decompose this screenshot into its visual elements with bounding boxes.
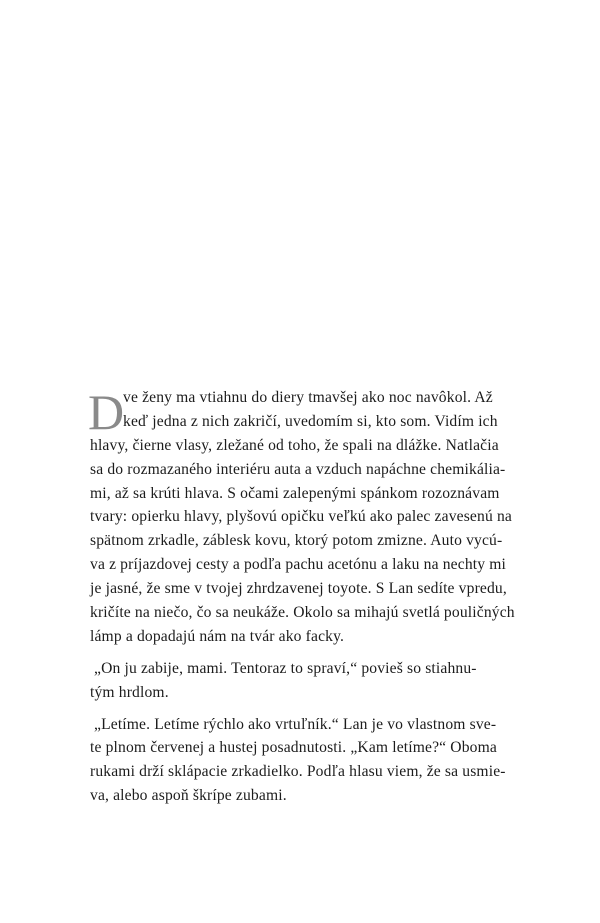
text-line: „On ju zabije, mami. Tentoraz to spraví,“ povieš so stiahnu- [94,659,477,677]
text-line: „Letíme. Letíme rýchlo ako vrtuľník.“ Lan je vo vlastnom sve- [94,715,497,733]
text-line: tým hrdlom. [90,683,169,701]
text-line: mi, až sa krúti hlava. S očami zalepenými spánkom rozoznávam [90,484,500,502]
text-line: lámp a dopadajú nám na tvár ako facky. [90,627,345,645]
text-line: va, alebo aspoň škrípe zubami. [90,787,287,805]
drop-cap: D [88,384,125,440]
body-text [90,386,518,808]
text-line: va z príjazdovej cesty a podľa pachu acetónu a laku na nechty mi [90,556,507,574]
text-line: keď jedna z nich zakričí, uvedomím si, kto som. Vidím ich [123,412,498,430]
text-line: te plnom červenej a hustej posadnutosti. „Kam letíme?“ Oboma [90,739,497,757]
paragraph-2 [90,657,518,705]
text-line: sa do rozmazaného interiéru auta a vzduch napáchne chemikália- [90,460,506,478]
text-line: tvary: opierku hlavy, plyšovú opičku veľkú ako palec zavesenú na [90,508,512,526]
paragraph-3 [90,713,518,809]
text-line: kričíte na niečo, čo sa neukáže. Okolo sa mihajú svetlá pouličných [90,604,515,622]
text-line: je jasné, že sme v tvojej zhrdzavenej toyote. S Lan sedíte vpredu, [90,580,507,598]
text-line: spätnom zrkadle, záblesk kovu, ktorý potom zmizne. Auto vycú- [90,532,503,550]
paragraph-1 [90,386,518,649]
text-line: hlavy, čierne vlasy, zležané od toho, že spali na dlážke. Natlačia [90,436,499,454]
text-line: rukami drží sklápacie zrkadielko. Podľa hlasu viem, že sa usmie- [90,763,506,781]
text-line: ve ženy ma vtiahnu do diery tmavšej ako noc navôkol. Až [123,389,493,406]
